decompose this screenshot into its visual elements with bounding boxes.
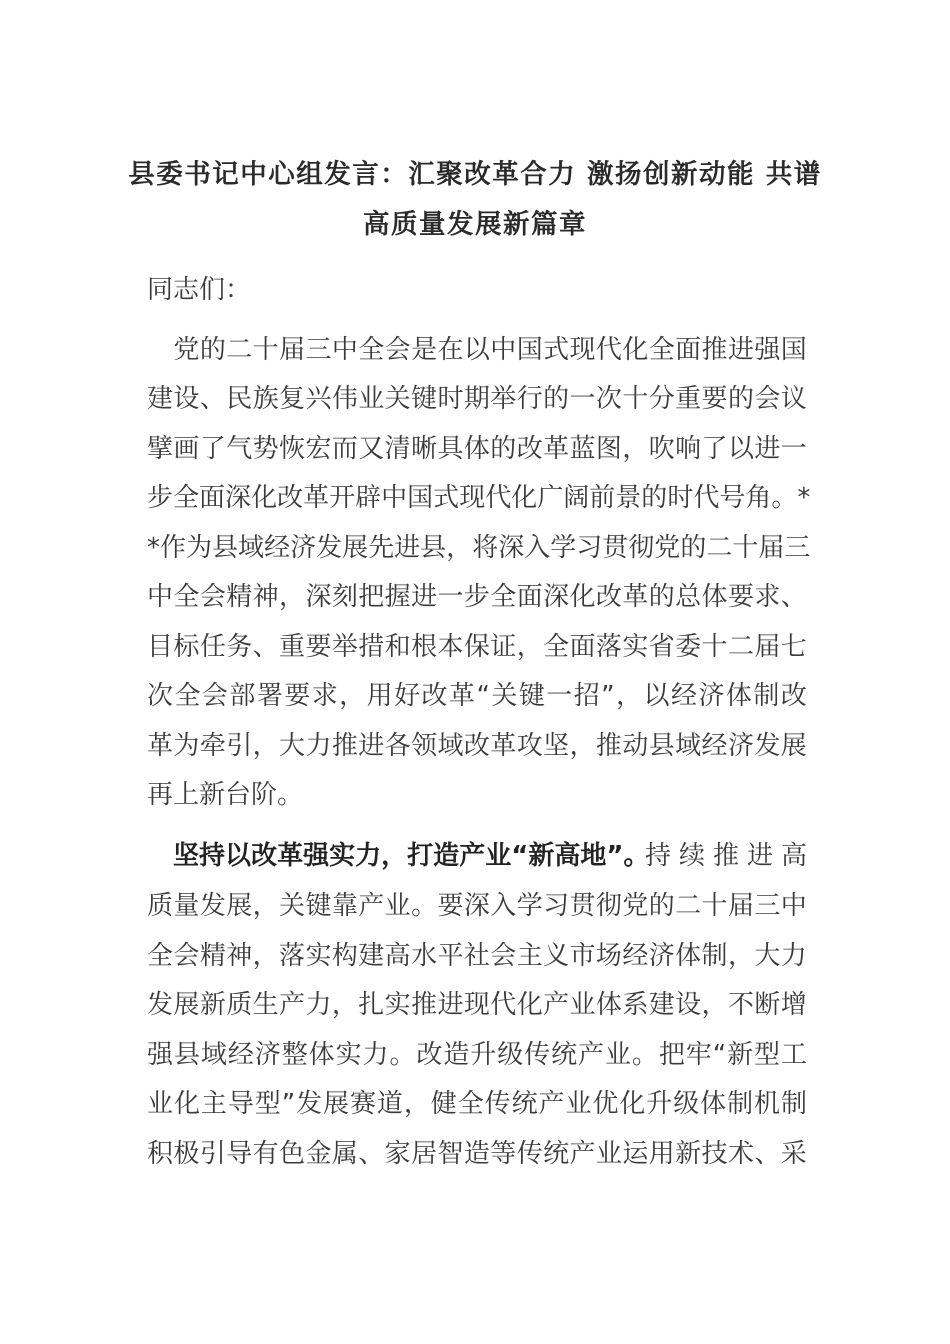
document-title-line-1: 县委书记中心组发言：汇聚改革合力 激扬创新动能 共谱 [128, 159, 822, 190]
paragraph-2-line: 业 化 主 导 型 ” 发 展 赛 道 ， 健 全 传 统 产 业 优 化 升 级 体 制 机 制 [147, 1089, 807, 1119]
paragraph-1-line: 步 全 面 深 化 改 革 开 辟 中 国 式 现 代 化 广 阔 前 景 的 时 代 号 角 。 * [147, 483, 811, 513]
paragraph-2-heading: 坚 持 以 改 革 强 实 力 ， 打 造 产 业 “ 新 高 地 ” 。 [173, 841, 650, 871]
paragraph-1-line: * 作 为 县 域 经 济 发 展 先 进 县 ， 将 深 入 学 习 贯 彻 党 的 二 十 届 三 [147, 533, 811, 563]
paragraph-1-line: 目 标 任 务 、 重 要 举 措 和 根 本 保 证 ， 全 面 落 实 省 委 十 二 届 七 [147, 632, 807, 662]
paragraph-1-last-line: 再上新台阶。 [147, 780, 304, 810]
paragraph-1-line: 中 全 会 精 神 ， 深 刻 把 握 进 一 步 全 面 深 化 改 革 的 总 体 要 求 、 [147, 582, 807, 612]
paragraph-2-line: 全 会 精 神 ， 落 实 构 建 高 水 平 社 会 主 义 市 场 经 济 体 制 ， 大 力 [147, 941, 807, 971]
paragraph-2-line: 积 极 引 导 有 色 金 属 、 家 居 智 造 等 传 统 产 业 运 用 新 技 术 、 采 [147, 1139, 807, 1169]
paragraph-2-line: 质 量 发 展 ， 关 键 靠 产 业 。 要 深 入 学 习 贯 彻 党 的 二 十 届 三 中 [147, 891, 807, 921]
paragraph-1-line: 建 设 、 民 族 复 兴 伟 业 关 键 时 期 举 行 的 一 次 十 分 重 要 的 会 议 [147, 384, 807, 414]
salutation: 同志们： [147, 275, 252, 305]
paragraph-1-line: 革 为 牵 引 ， 大 力 推 进 各 领 域 改 革 攻 坚 ， 推 动 县 域 经 济 发 展 [147, 731, 807, 761]
paragraph-2-first-line-rest: 持 续 推 进 高 [645, 841, 807, 871]
paragraph-2-line: 发 展 新 质 生 产 力 ， 扎 实 推 进 现 代 化 产 业 体 系 建 设 ， 不 断 增 [147, 990, 807, 1020]
paragraph-1-line: 党 的 二 十 届 三 中 全 会 是 在 以 中 国 式 现 代 化 全 面 推 进 强 国 [173, 335, 807, 365]
paragraph-1-line: 次 全 会 部 署 要 求 ， 用 好 改 革 “ 关 键 一 招 ” ， 以 经 济 体 制 改 [147, 681, 807, 711]
paragraph-1-line: 擘 画 了 气 势 恢 宏 而 又 清 晰 具 体 的 改 革 蓝 图 ， 吹 响 了 以 进 一 [147, 434, 807, 464]
paragraph-2-line: 强 县 域 经 济 整 体 实 力 。 改 造 升 级 传 统 产 业 。 把 牢 “ 新 型 工 [147, 1040, 807, 1070]
document-title-line-2: 高质量发展新篇章 [363, 209, 587, 240]
paragraph-2-first-line [147, 840, 807, 874]
